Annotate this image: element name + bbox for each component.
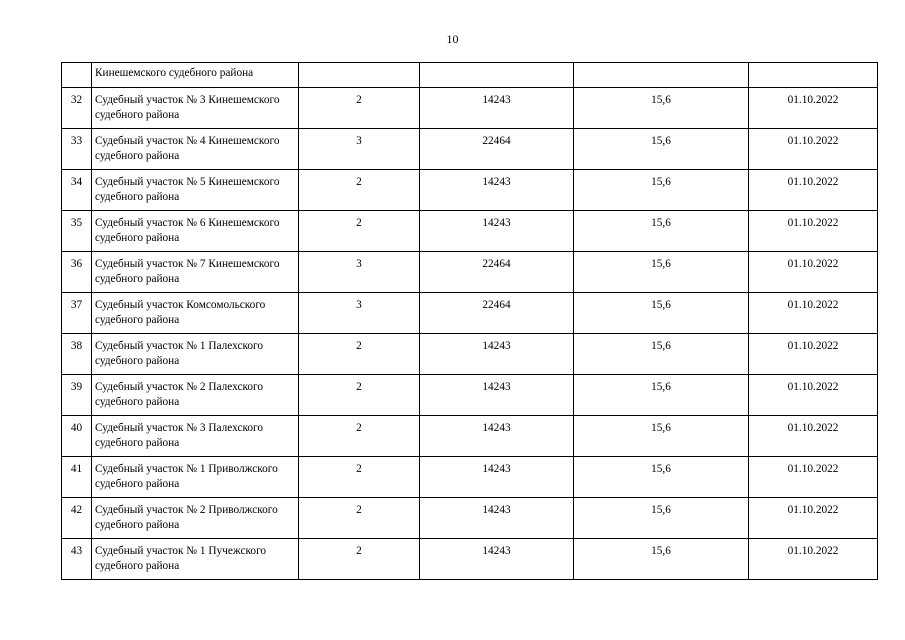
table-row bbox=[62, 416, 878, 457]
value-cell-c: 15,6 bbox=[574, 129, 749, 170]
table-row bbox=[62, 498, 878, 539]
value-cell-d: 01.10.2022 bbox=[749, 375, 878, 416]
table-row bbox=[62, 129, 878, 170]
table-row bbox=[62, 88, 878, 129]
row-number-cell: 34 bbox=[62, 170, 92, 211]
court-sections-table bbox=[61, 62, 878, 580]
value-cell-c: 15,6 bbox=[574, 88, 749, 129]
value-cell-a: 2 bbox=[299, 457, 420, 498]
row-number-cell: 43 bbox=[62, 539, 92, 580]
value-cell-a: 2 bbox=[299, 375, 420, 416]
row-number-cell: 37 bbox=[62, 293, 92, 334]
value-cell-b: 22464 bbox=[420, 293, 574, 334]
value-cell-a: 2 bbox=[299, 539, 420, 580]
value-cell-a: 2 bbox=[299, 211, 420, 252]
value-cell-a: 2 bbox=[299, 416, 420, 457]
value-cell-a: 3 bbox=[299, 252, 420, 293]
value-cell-b: 14243 bbox=[420, 88, 574, 129]
table-row bbox=[62, 170, 878, 211]
table-row-continued bbox=[62, 63, 878, 88]
value-cell-b: 14243 bbox=[420, 334, 574, 375]
table-row bbox=[62, 539, 878, 580]
value-cell-a: 2 bbox=[299, 498, 420, 539]
value-cell-b: 14243 bbox=[420, 457, 574, 498]
section-name-cell: Судебный участок № 1 Пучежского судебного района bbox=[92, 539, 299, 580]
value-cell-b: 14243 bbox=[420, 211, 574, 252]
value-cell-d: 01.10.2022 bbox=[749, 334, 878, 375]
value-cell-b bbox=[420, 63, 574, 88]
table-row bbox=[62, 334, 878, 375]
value-cell-c: 15,6 bbox=[574, 334, 749, 375]
value-cell-a: 2 bbox=[299, 170, 420, 211]
section-name-cell: Судебный участок Комсомольского судебного района bbox=[92, 293, 299, 334]
value-cell-b: 14243 bbox=[420, 498, 574, 539]
value-cell-c: 15,6 bbox=[574, 416, 749, 457]
value-cell-d: 01.10.2022 bbox=[749, 457, 878, 498]
value-cell-d: 01.10.2022 bbox=[749, 293, 878, 334]
value-cell-c: 15,6 bbox=[574, 457, 749, 498]
value-cell-d: 01.10.2022 bbox=[749, 252, 878, 293]
value-cell-d: 01.10.2022 bbox=[749, 416, 878, 457]
section-name-cell: Кинешемского судебного района bbox=[92, 63, 299, 88]
row-number-cell: 42 bbox=[62, 498, 92, 539]
table-row bbox=[62, 457, 878, 498]
table-row bbox=[62, 252, 878, 293]
table-row bbox=[62, 293, 878, 334]
value-cell-c: 15,6 bbox=[574, 498, 749, 539]
value-cell-c: 15,6 bbox=[574, 211, 749, 252]
value-cell-d: 01.10.2022 bbox=[749, 88, 878, 129]
value-cell-d: 01.10.2022 bbox=[749, 539, 878, 580]
value-cell-b: 22464 bbox=[420, 129, 574, 170]
row-number-cell bbox=[62, 63, 92, 88]
value-cell-b: 14243 bbox=[420, 416, 574, 457]
row-number-cell: 35 bbox=[62, 211, 92, 252]
row-number-cell: 32 bbox=[62, 88, 92, 129]
page-number: 10 bbox=[446, 32, 459, 46]
row-number-cell: 38 bbox=[62, 334, 92, 375]
value-cell-c: 15,6 bbox=[574, 539, 749, 580]
value-cell-a: 3 bbox=[299, 129, 420, 170]
value-cell-a: 2 bbox=[299, 88, 420, 129]
value-cell-c: 15,6 bbox=[574, 293, 749, 334]
value-cell-b: 14243 bbox=[420, 170, 574, 211]
value-cell-d: 01.10.2022 bbox=[749, 170, 878, 211]
value-cell-a: 2 bbox=[299, 334, 420, 375]
value-cell-c: 15,6 bbox=[574, 252, 749, 293]
section-name-cell: Судебный участок № 5 Кинешемского судебного района bbox=[92, 170, 299, 211]
section-name-cell: Судебный участок № 1 Палехского судебного района bbox=[92, 334, 299, 375]
section-name-cell: Судебный участок № 1 Приволжского судебного района bbox=[92, 457, 299, 498]
row-number-cell: 36 bbox=[62, 252, 92, 293]
value-cell-a: 3 bbox=[299, 293, 420, 334]
row-number-cell: 33 bbox=[62, 129, 92, 170]
value-cell-c bbox=[574, 63, 749, 88]
value-cell-b: 14243 bbox=[420, 539, 574, 580]
value-cell-d bbox=[749, 63, 878, 88]
value-cell-c: 15,6 bbox=[574, 375, 749, 416]
row-number-cell: 41 bbox=[62, 457, 92, 498]
section-name-cell: Судебный участок № 6 Кинешемского судебного района bbox=[92, 211, 299, 252]
value-cell-d: 01.10.2022 bbox=[749, 211, 878, 252]
table-row bbox=[62, 375, 878, 416]
table-row bbox=[62, 211, 878, 252]
row-number-cell: 40 bbox=[62, 416, 92, 457]
section-name-cell: Судебный участок № 3 Кинешемского судебного района bbox=[92, 88, 299, 129]
value-cell-d: 01.10.2022 bbox=[749, 129, 878, 170]
section-name-cell: Судебный участок № 4 Кинешемского судебного района bbox=[92, 129, 299, 170]
value-cell-b: 14243 bbox=[420, 375, 574, 416]
value-cell-a bbox=[299, 63, 420, 88]
section-name-cell: Судебный участок № 7 Кинешемского судебного района bbox=[92, 252, 299, 293]
section-name-cell: Судебный участок № 2 Приволжского судебного района bbox=[92, 498, 299, 539]
section-name-cell: Судебный участок № 3 Палехского судебного района bbox=[92, 416, 299, 457]
value-cell-d: 01.10.2022 bbox=[749, 498, 878, 539]
value-cell-b: 22464 bbox=[420, 252, 574, 293]
section-name-cell: Судебный участок № 2 Палехского судебного района bbox=[92, 375, 299, 416]
value-cell-c: 15,6 bbox=[574, 170, 749, 211]
row-number-cell: 39 bbox=[62, 375, 92, 416]
